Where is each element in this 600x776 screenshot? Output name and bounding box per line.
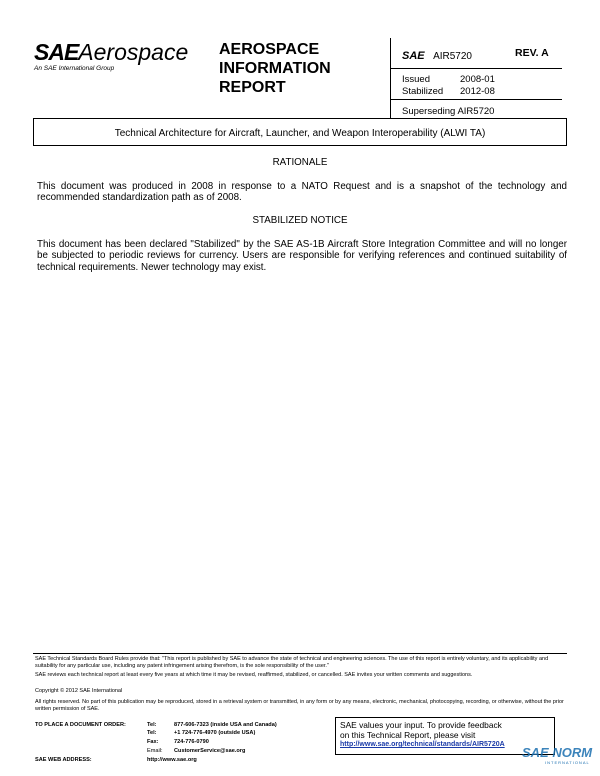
title-box-top: [33, 118, 567, 119]
header-divider-vertical: [390, 38, 391, 118]
tel2-value: +1 724-776-4970 (outside USA): [174, 730, 256, 736]
header-divider-2: [390, 99, 562, 100]
doc-type-line-2: INFORMATION: [219, 60, 331, 77]
tel-label: Tel:: [147, 722, 157, 728]
logo-aerospace-text: Aerospace: [78, 39, 189, 65]
rationale-paragraph: This document was produced in 2008 in response to a NATO Request and is a snapshot of the technology and recommended standardization path as of 2008.: [37, 181, 567, 204]
email-label: Email:: [147, 748, 163, 754]
stabilized-notice-paragraph: This document has been declared "Stabilized" by the SAE AS-1B Aircraft Store Integration Committee and will no longer be subjected to periodic reviews for currency. Users are responsible for verifying references and continued suitability of technical requirements. Newer technology may exist.: [37, 239, 567, 273]
sae-aerospace-logo: [34, 40, 194, 80]
sae-norm-watermark: SAE NORM: [522, 745, 593, 760]
tel2-label: Tel:: [147, 730, 157, 736]
document-type-heading: [219, 40, 331, 97]
title-box-bottom: [33, 145, 567, 146]
watermark-subtitle: INTERNATIONAL: [545, 760, 590, 765]
footer-divider: [33, 653, 567, 654]
doc-type-line-3: REPORT: [219, 79, 286, 96]
feedback-line-2: on this Technical Report, please visit: [340, 730, 476, 740]
stabilized-notice-heading: STABILIZED NOTICE: [252, 215, 348, 226]
tel-value: 877-606-7323 (inside USA and Canada): [174, 722, 277, 728]
doc-type-line-1: AEROSPACE: [219, 41, 320, 58]
feedback-line-1: SAE values your input. To provide feedback: [340, 720, 502, 730]
issued-label: Issued: [402, 74, 430, 85]
footer-review-text: SAE reviews each technical report at least every five years at which time it may be revised, reaffirmed, stabilized, or cancelled. SAE invites your written comments and suggestions.: [35, 672, 473, 678]
order-label: TO PLACE A DOCUMENT ORDER:: [35, 722, 126, 728]
stabilized-value: 2012-08: [460, 86, 495, 97]
email-link[interactable]: CustomerService@sae.org: [174, 748, 246, 754]
rationale-heading: RATIONALE: [272, 157, 328, 168]
issued-value: 2008-01: [460, 74, 495, 85]
footer-rules-text: SAE Technical Standards Board Rules provide that: "This report is published by SAE to advance the state of technical and engineering sciences. The use of this report is entirely voluntary, and its applicability and suitability for any particular use, including any patent infringement arising therefrom, is the sole responsibility of the user.": [35, 656, 549, 669]
footer-copyright: Copyright © 2012 SAE International: [35, 688, 123, 694]
feedback-link[interactable]: http://www.sae.org/technical/standards/AIR5720A: [340, 741, 505, 748]
stabilized-label: Stabilized: [402, 86, 444, 97]
header-divider-1: [390, 68, 562, 69]
revision-label: REV. A: [515, 47, 549, 59]
fax-value: 724-776-0790: [174, 739, 209, 745]
footer-rights-text: All rights reserved. No part of this publication may be reproduced, stored in a retrieval system or transmitted, in any form or by any means, electronic, mechanical, photocopying, recording, or otherwise, without the prior written permission of SAE.: [35, 699, 564, 712]
web-address-link[interactable]: http://www.sae.org: [147, 757, 197, 763]
fax-label: Fax:: [147, 739, 159, 745]
logo-subtitle: An SAE International Group: [34, 65, 115, 72]
doc-number-group: [402, 46, 472, 64]
web-address-label: SAE WEB ADDRESS:: [35, 757, 92, 763]
doc-number: AIR5720: [433, 51, 472, 62]
superseding-note: Superseding AIR5720: [402, 106, 495, 117]
sae-mark: SAE: [402, 50, 425, 62]
document-title: Technical Architecture for Aircraft, Launcher, and Weapon Interoperability (ALWI TA): [114, 128, 486, 139]
logo-sae-text: SAE: [34, 39, 79, 65]
